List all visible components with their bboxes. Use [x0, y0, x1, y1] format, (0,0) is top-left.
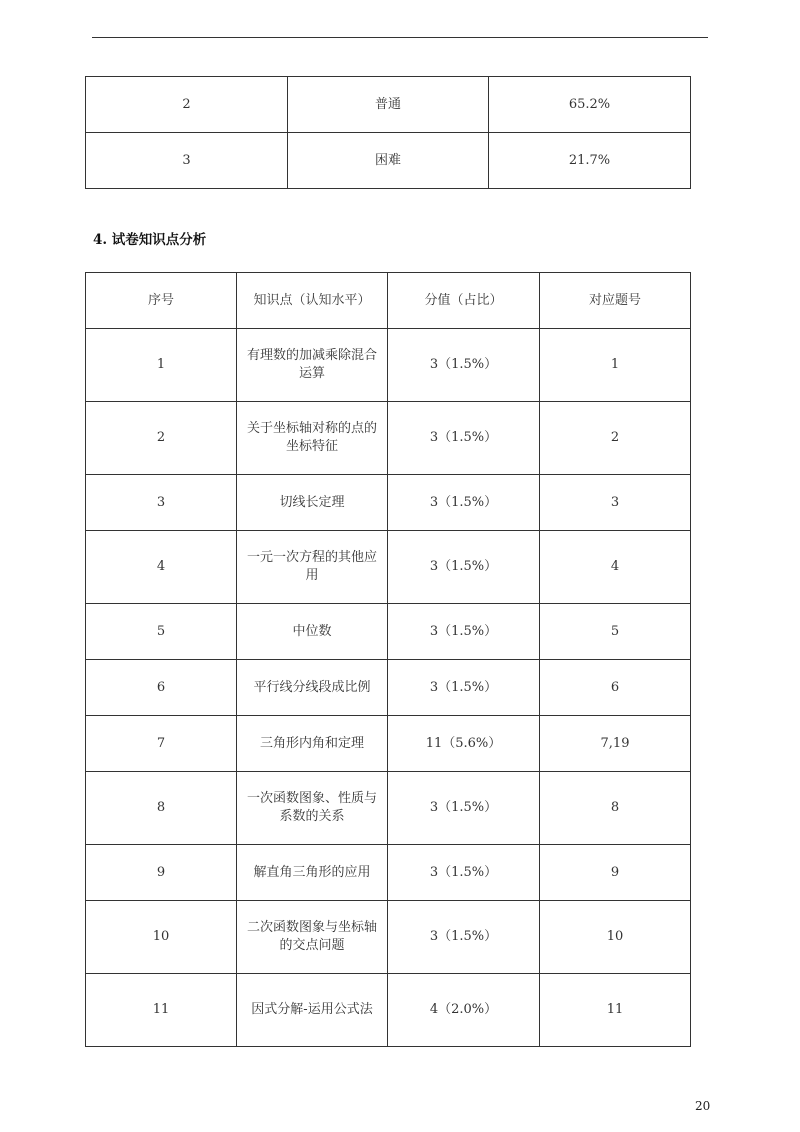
- table-row: [86, 716, 691, 772]
- questions-cell: 1: [540, 329, 691, 402]
- table-row: [86, 901, 691, 974]
- topic-cell: 平行线分线段成比例: [237, 660, 388, 716]
- topic-cell: 因式分解-运用公式法: [237, 974, 388, 1047]
- difficulty-index-cell: 2: [86, 77, 288, 133]
- topic-cell: 一次函数图象、性质与系数的关系: [237, 772, 388, 845]
- table-row: [86, 402, 691, 475]
- topic-cell: 二次函数图象与坐标轴的交点问题: [237, 901, 388, 974]
- topic-cell: 一元一次方程的其他应用: [237, 531, 388, 604]
- score-cell: 3（1.5%）: [388, 772, 540, 845]
- table-row: [86, 77, 691, 133]
- section-heading: 4. 试卷知识点分析: [93, 232, 207, 248]
- difficulty-level-cell: 普通: [288, 77, 489, 133]
- questions-cell: 3: [540, 475, 691, 531]
- index-cell: 3: [86, 475, 237, 531]
- questions-cell: 10: [540, 901, 691, 974]
- index-cell: 1: [86, 329, 237, 402]
- topic-cell: 解直角三角形的应用: [237, 845, 388, 901]
- table-row: [86, 133, 691, 189]
- header-cell-topic: 知识点（认知水平）: [237, 273, 388, 329]
- table-row: [86, 772, 691, 845]
- header-cell-index: 序号: [86, 273, 237, 329]
- score-cell: 3（1.5%）: [388, 604, 540, 660]
- index-cell: 2: [86, 402, 237, 475]
- difficulty-ratio-cell: 21.7%: [489, 133, 691, 189]
- index-cell: 9: [86, 845, 237, 901]
- topic-cell: 关于坐标轴对称的点的坐标特征: [237, 402, 388, 475]
- score-cell: 3（1.5%）: [388, 901, 540, 974]
- table-row: [86, 660, 691, 716]
- topic-cell: 切线长定理: [237, 475, 388, 531]
- index-cell: 8: [86, 772, 237, 845]
- score-cell: 11（5.6%）: [388, 716, 540, 772]
- table-row: [86, 604, 691, 660]
- questions-cell: 5: [540, 604, 691, 660]
- table-row: [86, 329, 691, 402]
- header-rule: [92, 37, 708, 38]
- header-cell-score: 分值（占比）: [388, 273, 540, 329]
- questions-cell: 6: [540, 660, 691, 716]
- table-row: [86, 475, 691, 531]
- difficulty-level-cell: 困难: [288, 133, 489, 189]
- index-cell: 6: [86, 660, 237, 716]
- score-cell: 3（1.5%）: [388, 475, 540, 531]
- difficulty-index-cell: 3: [86, 133, 288, 189]
- topic-cell: 有理数的加减乘除混合运算: [237, 329, 388, 402]
- table-row: [86, 845, 691, 901]
- topic-cell: 三角形内角和定理: [237, 716, 388, 772]
- questions-cell: 9: [540, 845, 691, 901]
- index-cell: 4: [86, 531, 237, 604]
- questions-cell: 2: [540, 402, 691, 475]
- questions-cell: 11: [540, 974, 691, 1047]
- table-row: [86, 531, 691, 604]
- score-cell: 3（1.5%）: [388, 660, 540, 716]
- index-cell: 5: [86, 604, 237, 660]
- score-cell: 3（1.5%）: [388, 329, 540, 402]
- score-cell: 3（1.5%）: [388, 531, 540, 604]
- index-cell: 10: [86, 901, 237, 974]
- questions-cell: 8: [540, 772, 691, 845]
- questions-cell: 4: [540, 531, 691, 604]
- score-cell: 3（1.5%）: [388, 402, 540, 475]
- table-row: [86, 974, 691, 1047]
- table-header-row: [86, 273, 691, 329]
- score-cell: 4（2.0%）: [388, 974, 540, 1047]
- topic-cell: 中位数: [237, 604, 388, 660]
- index-cell: 11: [86, 974, 237, 1047]
- header-cell-questions: 对应题号: [540, 273, 691, 329]
- questions-cell: 7,19: [540, 716, 691, 772]
- index-cell: 7: [86, 716, 237, 772]
- difficulty-ratio-cell: 65.2%: [489, 77, 691, 133]
- page-number: 20: [695, 1099, 711, 1113]
- score-cell: 3（1.5%）: [388, 845, 540, 901]
- difficulty-table: [85, 76, 691, 189]
- knowledge-table: [85, 272, 691, 1047]
